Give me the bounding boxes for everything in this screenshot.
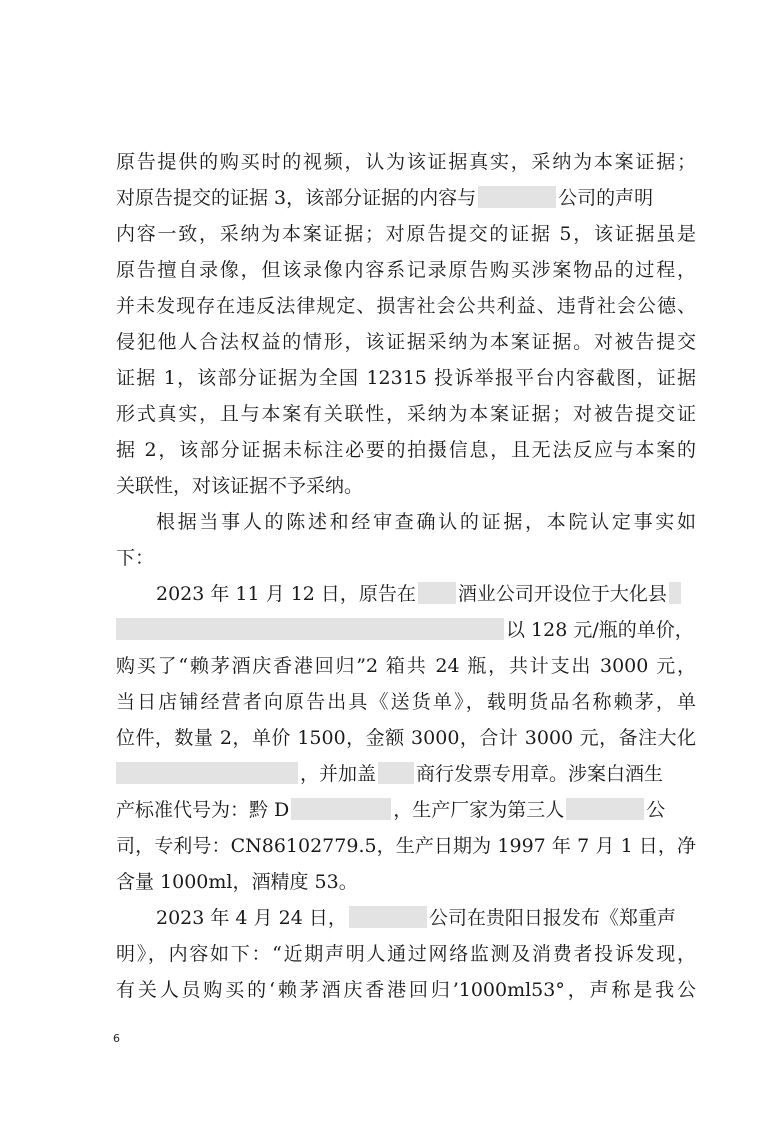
text-line: 关联性，对该证据不予采纳。 — [116, 475, 364, 497]
text-line: 购买了“赖茅酒庆香港回归”2 箱共 24 瓶，共计支出 3000 元， — [116, 655, 696, 677]
page-number: 6 — [113, 1032, 120, 1045]
text-line: 下： — [116, 547, 155, 569]
text-line: 对原告提交的证据 3，该部分证据的内容与 公司的声明 — [116, 187, 654, 209]
redacted-block — [291, 798, 391, 820]
text-line: 以 128 元/瓶的单价， — [116, 618, 696, 642]
text-line: 证据 1，该部分证据为全国 12315 投诉举报平台内容截图，证据 — [116, 367, 696, 389]
redacted-block — [116, 762, 298, 784]
text-line: 据 2，该部分证据未标注必要的拍摄信息，且无法反应与本案的 — [116, 439, 696, 461]
paragraph-start: 2023 年 11 月 12 日，原告在 酒业公司开设位于大化县 — [116, 582, 696, 606]
text-line: 形式真实，且与本案有关联性，采纳为本案证据；对被告提交证 — [116, 403, 696, 425]
text-line: 当日店铺经营者向原告出具《送货单》，载明货品名称赖茅，单 — [116, 691, 696, 713]
redacted-block — [566, 798, 644, 820]
text-line: 并未发现存在违反法律规定、损害社会公共利益、违背社会公德、 — [116, 295, 696, 317]
paragraph-start: 根据当事人的陈述和经审查确认的证据，本院认定事实如 — [156, 511, 696, 533]
text-line: 侵犯他人合法权益的情形，该证据采纳为本案证据。对被告提交 — [116, 331, 696, 353]
text-line: 位件，数量 2，单价 1500，金额 3000，合计 3000 元，备注大化 — [116, 727, 696, 749]
text-line: 原告提供的购买时的视频，认为该证据真实，采纳为本案证据； — [116, 151, 696, 173]
text-line: 有关人员购买的‘赖茅酒庆香港回归’1000ml53°，声称是我公 — [116, 979, 696, 1001]
text-line: 原告擅自录像，但该录像内容系记录原告购买涉案物品的过程， — [116, 259, 696, 281]
redacted-block — [478, 186, 556, 208]
text-line: 内容一致，采纳为本案证据；对原告提交的证据 5，该证据虽是 — [116, 223, 696, 245]
redacted-block — [418, 582, 456, 604]
text-line: 含量 1000ml，酒精度 53。 — [116, 871, 358, 893]
text-line: 明》，内容如下：“近期声明人通过网络监测及消费者投诉发现， — [116, 943, 696, 965]
text-line: ，并加盖 商行发票专用章。涉案白酒生 — [116, 762, 696, 786]
redacted-block — [116, 618, 504, 640]
text-line: 产标准代号为：黔 D ，生产厂家为第三人 公 — [116, 799, 666, 821]
redacted-block — [669, 582, 681, 604]
paragraph-start: 2023 年 4 月 24 日， 公司在贵阳日报发布《郑重声 — [156, 907, 676, 929]
redacted-block — [349, 906, 427, 928]
text-line: 司，专利号：CN86102779.5，生产日期为 1997 年 7 月 1 日，净 — [116, 835, 696, 857]
redacted-block — [378, 762, 414, 784]
